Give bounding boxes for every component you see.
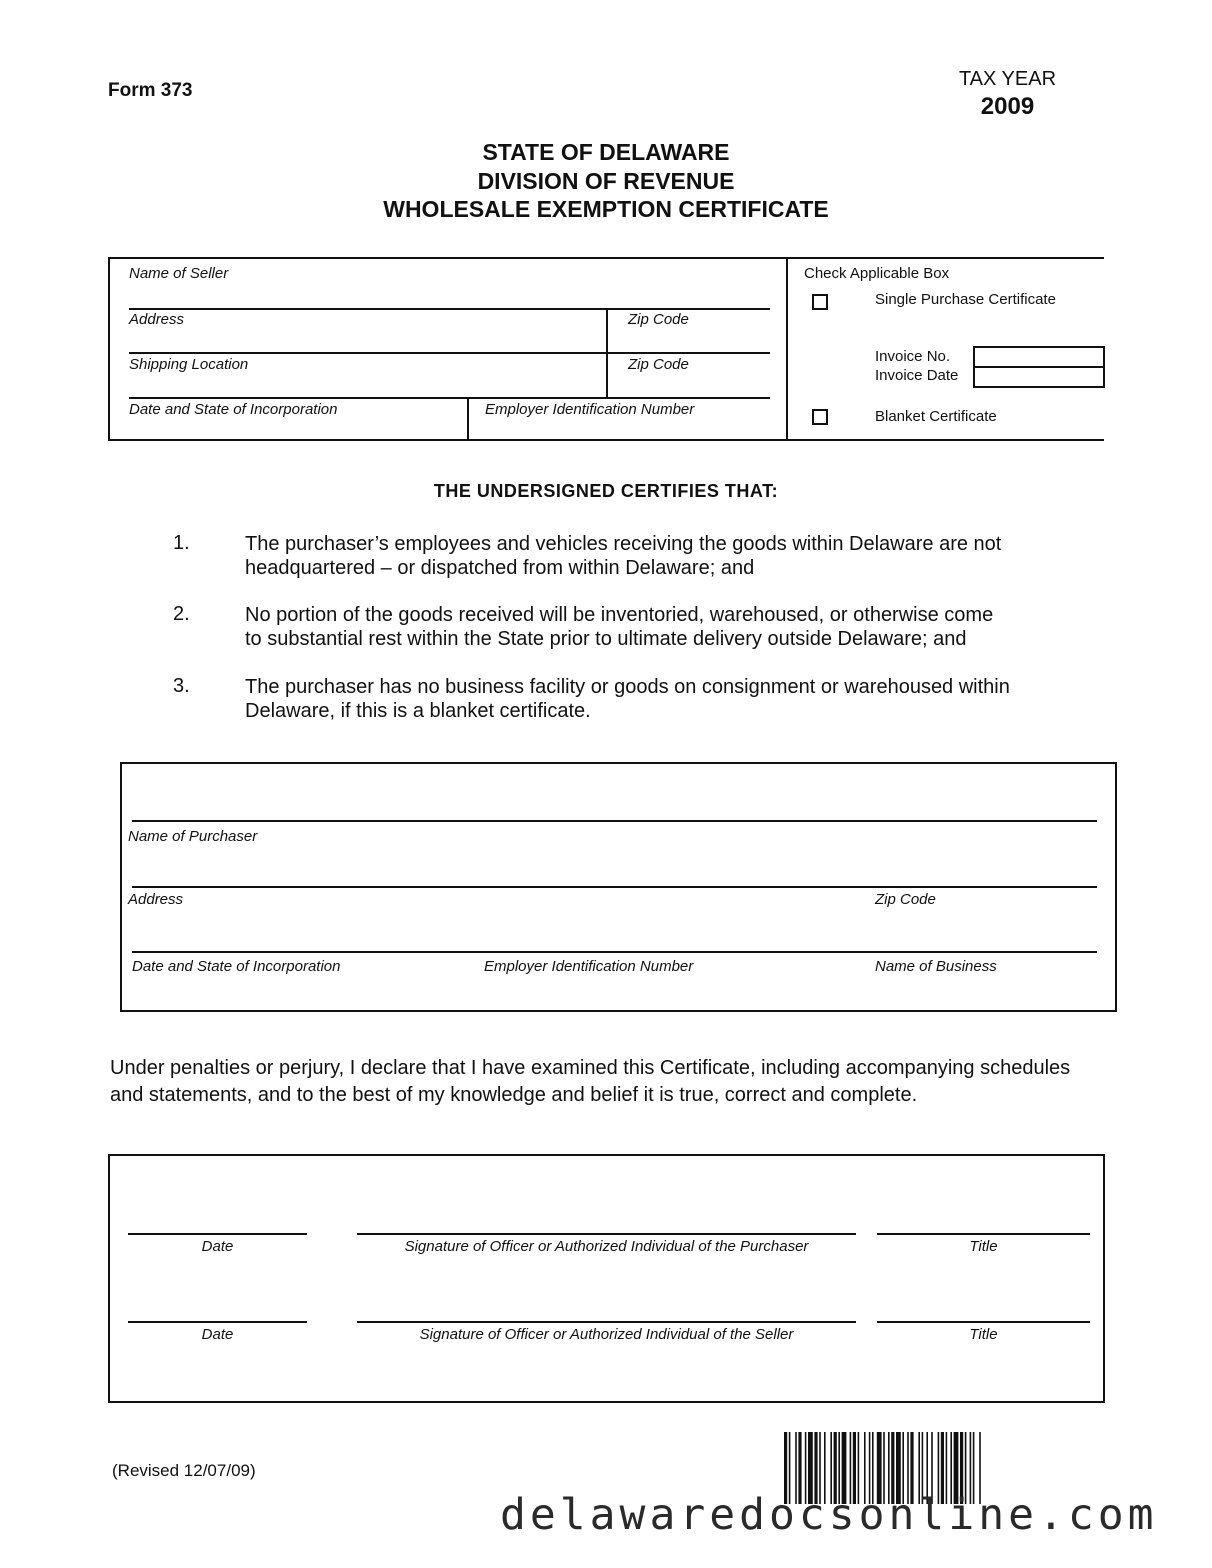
- signature-section: [108, 1154, 1105, 1403]
- seller-signature-field[interactable]: [357, 1321, 856, 1323]
- certifies-heading: THE UNDERSIGNED CERTIFIES THAT:: [433, 481, 779, 501]
- tax-year-label: TAX YEAR: [958, 68, 1057, 90]
- seller-title-field[interactable]: [877, 1321, 1090, 1323]
- certify-item-1-line1: The purchaser’s employees and vehicles receiving the goods within Delaware are not: [245, 533, 1002, 555]
- invoice-date-field[interactable]: [973, 366, 1105, 388]
- certify-item-1: [245, 532, 1045, 580]
- item-number: 3.: [173, 675, 190, 697]
- purchaser-address-field[interactable]: [132, 886, 1097, 888]
- purchaser-signature-field[interactable]: [357, 1233, 856, 1235]
- title-division: DIVISION OF REVENUE: [477, 168, 735, 194]
- declaration-line2: and statements, and to the best of my knowledge and belief it is true, correct and complete.: [110, 1084, 918, 1106]
- seller-zip-label: Zip Code: [628, 311, 689, 328]
- seller-ein-label: Employer Identification Number: [485, 401, 695, 418]
- form-number: Form 373: [108, 80, 193, 101]
- purchaser-zip-label: Zip Code: [875, 891, 936, 908]
- purchaser-ein-label: Employer Identification Number: [484, 958, 694, 975]
- purchaser-title-label: Title: [969, 1238, 998, 1255]
- purchaser-incorporation-field[interactable]: [132, 951, 1097, 953]
- certify-item-2-line2: to substantial rest within the State prior to ultimate delivery outside Delaware; and: [245, 628, 967, 650]
- certify-item-3: [245, 675, 1045, 723]
- single-purchase-label: Single Purchase Certificate: [875, 291, 1056, 308]
- blanket-certificate-checkbox[interactable]: [812, 409, 828, 425]
- seller-incorporation-label: Date and State of Incorporation: [129, 401, 338, 418]
- purchaser-date-field[interactable]: [128, 1233, 307, 1235]
- shipping-zip-label: Zip Code: [628, 356, 689, 373]
- seller-name-field[interactable]: [129, 308, 770, 310]
- item-number: 1.: [173, 532, 190, 554]
- revised-date: (Revised 12/07/09): [112, 1461, 256, 1480]
- tax-year: 2009: [980, 93, 1035, 120]
- item-number: 2.: [173, 603, 190, 625]
- title-certificate: WHOLESALE EXEMPTION CERTIFICATE: [383, 196, 829, 222]
- seller-date-field[interactable]: [128, 1321, 307, 1323]
- seller-signature-label: Signature of Officer or Authorized Individual of the Seller: [419, 1326, 794, 1343]
- certify-item-1-line2: headquartered – or dispatched from within Delaware; and: [245, 557, 755, 579]
- shipping-location-field[interactable]: [129, 397, 770, 399]
- certify-item-3-line1: The purchaser has no business facility or goods on consignment or warehoused within: [245, 676, 1010, 698]
- check-box-heading: Check Applicable Box: [804, 265, 950, 282]
- purchaser-name-field[interactable]: [132, 820, 1097, 822]
- seller-address-field[interactable]: [129, 352, 770, 354]
- certify-item-2-line1: No portion of the goods received will be inventoried, warehoused, or otherwise come: [245, 604, 994, 626]
- purchaser-title-field[interactable]: [877, 1233, 1090, 1235]
- invoice-date-label: Invoice Date: [875, 367, 959, 384]
- purchaser-signature-label: Signature of Officer or Authorized Individual of the Purchaser: [404, 1238, 809, 1255]
- seller-title-label: Title: [969, 1326, 998, 1343]
- seller-address-label: Address: [129, 311, 185, 328]
- certify-item-2: [245, 603, 1045, 651]
- single-purchase-checkbox[interactable]: [812, 294, 828, 310]
- certify-item-3-line2: Delaware, if this is a blanket certificate.: [245, 700, 591, 722]
- seller-name-label: Name of Seller: [129, 265, 229, 282]
- purchaser-name-label: Name of Purchaser: [128, 828, 258, 845]
- invoice-no-label: Invoice No.: [875, 348, 951, 365]
- blanket-certificate-label: Blanket Certificate: [875, 408, 997, 425]
- title-state: STATE OF DELAWARE: [482, 139, 730, 165]
- declaration: [110, 1055, 1100, 1109]
- declaration-line1: Under penalties or perjury, I declare that I have examined this Certificate, including accompanying schedules: [110, 1057, 1071, 1079]
- purchaser-address-label: Address: [128, 891, 184, 908]
- seller-date-label: Date: [201, 1326, 234, 1343]
- business-name-label: Name of Business: [875, 958, 997, 975]
- purchaser-date-label: Date: [201, 1238, 234, 1255]
- invoice-no-field[interactable]: [973, 346, 1105, 368]
- watermark: delawaredocsonline.com: [500, 1490, 1158, 1540]
- shipping-location-label: Shipping Location: [129, 356, 249, 373]
- purchaser-incorporation-label: Date and State of Incorporation: [132, 958, 341, 975]
